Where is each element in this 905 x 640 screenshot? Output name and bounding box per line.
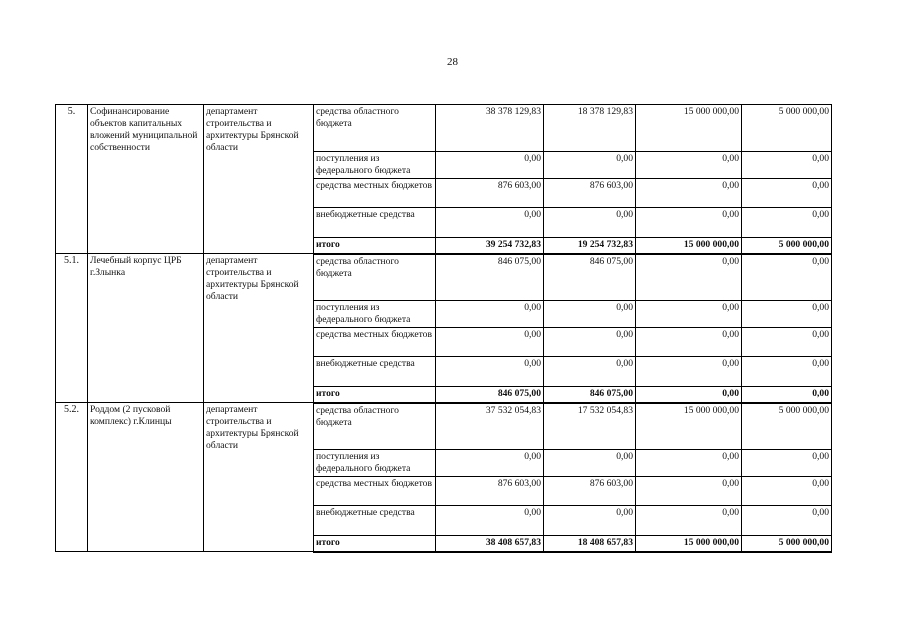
amount-cell-1: 876 603,00 <box>436 179 544 208</box>
amount-cell-4: 0,00 <box>742 328 832 357</box>
amount-cell-1: 0,00 <box>436 450 544 477</box>
funding-source: средства областного бюджета <box>314 403 436 450</box>
amount-cell-4: 5 000 000,00 <box>742 403 832 450</box>
amount-cell-3: 0,00 <box>636 254 742 301</box>
amount-cell-2: 846 075,00 <box>544 387 636 403</box>
amount-cell-3: 15 000 000,00 <box>636 536 742 552</box>
amount-cell-2: 846 075,00 <box>544 254 636 301</box>
funding-source: итого <box>314 536 436 552</box>
funding-source: внебюджетные средства <box>314 357 436 387</box>
amount-cell-1: 0,00 <box>436 152 544 179</box>
amount-cell-4: 0,00 <box>742 387 832 403</box>
amount-cell-4: 0,00 <box>742 450 832 477</box>
funding-source: внебюджетные средства <box>314 506 436 536</box>
financing-table <box>55 104 832 553</box>
amount-cell-1: 876 603,00 <box>436 477 544 506</box>
amount-cell-3: 0,00 <box>636 328 742 357</box>
funding-source: средства областного бюджета <box>314 105 436 152</box>
amount-cell-2: 876 603,00 <box>544 477 636 506</box>
funding-source: поступления из федерального бюджета <box>314 152 436 179</box>
amount-cell-2: 0,00 <box>544 506 636 536</box>
amount-cell-3: 0,00 <box>636 357 742 387</box>
amount-cell-2: 19 254 732,83 <box>544 238 636 254</box>
amount-cell-4: 0,00 <box>742 506 832 536</box>
amount-cell-4: 0,00 <box>742 301 832 328</box>
amount-cell-4: 0,00 <box>742 254 832 301</box>
amount-cell-1: 38 408 657,83 <box>436 536 544 552</box>
amount-cell-1: 846 075,00 <box>436 387 544 403</box>
funding-source: средства местных бюджетов <box>314 179 436 208</box>
funding-source: средства местных бюджетов <box>314 328 436 357</box>
row-index: 5. <box>56 105 88 254</box>
amount-cell-3: 15 000 000,00 <box>636 105 742 152</box>
executor: департамент строительства и архитектуры Брянской области <box>204 254 314 403</box>
amount-cell-3: 0,00 <box>636 152 742 179</box>
amount-cell-1: 846 075,00 <box>436 254 544 301</box>
page-number: 28 <box>447 56 458 68</box>
table-row <box>56 403 832 450</box>
funding-source: внебюджетные средства <box>314 208 436 238</box>
amount-cell-4: 0,00 <box>742 152 832 179</box>
amount-cell-2: 18 408 657,83 <box>544 536 636 552</box>
amount-cell-3: 15 000 000,00 <box>636 238 742 254</box>
amount-cell-2: 17 532 054,83 <box>544 403 636 450</box>
amount-cell-2: 0,00 <box>544 357 636 387</box>
row-index: 5.1. <box>56 254 88 403</box>
amount-cell-4: 5 000 000,00 <box>742 536 832 552</box>
amount-cell-3: 0,00 <box>636 450 742 477</box>
amount-cell-2: 0,00 <box>544 208 636 238</box>
amount-cell-4: 0,00 <box>742 179 832 208</box>
funding-source: итого <box>314 238 436 254</box>
amount-cell-1: 0,00 <box>436 208 544 238</box>
object-name: Лечебный корпус ЦРБ г.Злынка <box>88 254 204 403</box>
amount-cell-1: 0,00 <box>436 328 544 357</box>
amount-cell-3: 0,00 <box>636 387 742 403</box>
executor: департамент строительства и архитектуры Брянской области <box>204 403 314 552</box>
row-index: 5.2. <box>56 403 88 552</box>
amount-cell-3: 0,00 <box>636 477 742 506</box>
funding-source: итого <box>314 387 436 403</box>
amount-cell-1: 39 254 732,83 <box>436 238 544 254</box>
amount-cell-1: 0,00 <box>436 506 544 536</box>
amount-cell-1: 0,00 <box>436 301 544 328</box>
table-row <box>56 254 832 301</box>
amount-cell-2: 0,00 <box>544 450 636 477</box>
funding-source: средства местных бюджетов <box>314 477 436 506</box>
amount-cell-4: 0,00 <box>742 357 832 387</box>
amount-cell-1: 38 378 129,83 <box>436 105 544 152</box>
amount-cell-1: 0,00 <box>436 357 544 387</box>
funding-source: поступления из федерального бюджета <box>314 301 436 328</box>
amount-cell-2: 0,00 <box>544 328 636 357</box>
object-name: Роддом (2 пусковой комплекс) г.Клинцы <box>88 403 204 552</box>
amount-cell-4: 0,00 <box>742 477 832 506</box>
amount-cell-3: 0,00 <box>636 208 742 238</box>
table-body <box>56 105 832 552</box>
amount-cell-2: 876 603,00 <box>544 179 636 208</box>
table-row <box>56 105 832 152</box>
amount-cell-1: 37 532 054,83 <box>436 403 544 450</box>
funding-source: средства областного бюджета <box>314 254 436 301</box>
funding-source: поступления из федерального бюджета <box>314 450 436 477</box>
object-name: Софинансирование объектов капитальных вложений муниципальной собственности <box>88 105 204 254</box>
amount-cell-4: 5 000 000,00 <box>742 238 832 254</box>
amount-cell-3: 0,00 <box>636 301 742 328</box>
amount-cell-4: 5 000 000,00 <box>742 105 832 152</box>
amount-cell-3: 0,00 <box>636 506 742 536</box>
amount-cell-2: 0,00 <box>544 301 636 328</box>
amount-cell-2: 0,00 <box>544 152 636 179</box>
executor: департамент строительства и архитектуры Брянской области <box>204 105 314 254</box>
amount-cell-4: 0,00 <box>742 208 832 238</box>
amount-cell-3: 0,00 <box>636 179 742 208</box>
amount-cell-3: 15 000 000,00 <box>636 403 742 450</box>
amount-cell-2: 18 378 129,83 <box>544 105 636 152</box>
